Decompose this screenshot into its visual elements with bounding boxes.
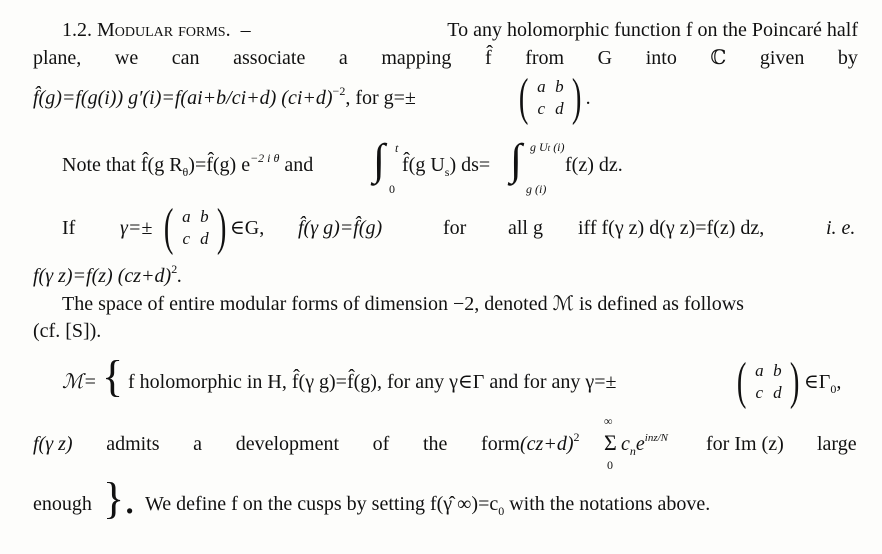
development-form: $(cz+d)^2$ — [520, 430, 580, 455]
space-line1: The space of entire modular forms of dimension −2, denoted ℳ is defined as follows — [62, 293, 744, 315]
section-dash: – — [240, 19, 251, 41]
matrix-entry: a — [537, 77, 546, 96]
large-word: large — [817, 433, 857, 455]
line2-word: f̂ — [484, 47, 492, 69]
integral-sign-2: ∫ — [510, 135, 523, 184]
line2-word: given — [759, 47, 805, 69]
enough-word: enough — [33, 493, 92, 515]
formula1-text: f̂(g)=f(g(i)) g′(i)=f(ai+b/ci+d) (ci+d) — [33, 87, 333, 109]
line2-word: into — [645, 47, 677, 69]
section-number: 1.2. — [62, 19, 92, 41]
line2-word: mapping — [381, 47, 452, 69]
integral1-lower-limit: 0 — [389, 182, 395, 196]
line2-word: can — [171, 47, 200, 69]
admits-word: f(γ z) — [33, 433, 73, 455]
in-g: ∈G, — [230, 217, 265, 239]
section-heading-line — [62, 20, 858, 40]
line2-word: from — [525, 47, 565, 69]
line2-word: G — [597, 47, 613, 69]
line2-word: we — [114, 47, 139, 69]
note-line — [62, 151, 314, 179]
def-lhs: ℳ= — [62, 371, 97, 393]
if-word: If — [62, 217, 76, 239]
matrix-abcd-3: ( a b c d ) — [736, 353, 800, 410]
matrix-entry: b — [555, 77, 564, 96]
space-line2: (cf. [S]). — [33, 320, 102, 342]
series-term: $c_ne^{inz/N}$ — [621, 432, 669, 458]
sum-sign: Σ — [604, 430, 617, 455]
integral2-body: f(z) dz. — [565, 154, 623, 176]
integrand1: f̂(g U — [402, 154, 445, 176]
formula1-exponent: −2 — [332, 84, 346, 98]
admits-word: of — [372, 433, 390, 455]
integral2-upper-limit: g Ut (i) — [530, 140, 565, 154]
sum-upper: ∞ — [604, 414, 613, 428]
def-body: f holomorphic in H, f̂(γ g)=f̂(g), for any γ∈Γ and for any γ=± — [128, 371, 617, 393]
note-exponent: −2 i θ — [250, 151, 280, 165]
note-and: and — [279, 154, 314, 176]
iff-condition: iff f(γ z) d(γ z)=f(z) dz, — [578, 217, 765, 239]
integrand1-tail: ) ds= — [449, 154, 491, 176]
admits-word: form — [481, 433, 520, 455]
admits-word: a — [193, 433, 203, 455]
transformation-law: f(γ z)=f(z) $(cz+d)^2$. — [33, 262, 183, 287]
admits-word: the — [422, 433, 448, 455]
brace-open: { — [102, 352, 124, 401]
sum-lower: 0 — [607, 458, 613, 472]
line2-word: ℂ — [710, 47, 727, 69]
note-text-b: )=f̂(g) e — [188, 154, 251, 176]
matrix-entry: d — [200, 229, 209, 248]
section-title: Modular forms. — [97, 19, 231, 41]
formula1-tail: , for g=± — [345, 87, 416, 109]
line2-word: plane, — [33, 47, 82, 69]
for-im-z: for Im (z) — [706, 433, 784, 455]
ie-abbrev: i. e. — [826, 217, 856, 239]
gamma-pm: γ=± — [120, 217, 153, 239]
section-line2 — [33, 48, 858, 68]
matrix-entry: a — [755, 361, 764, 380]
note-sub-theta: θ — [182, 165, 189, 179]
matrix-abcd-2: ( a b c d ) — [163, 199, 227, 256]
note-text-a: Note that f̂(g R — [62, 154, 183, 176]
integrand1-sub: s — [444, 165, 450, 179]
admits-line — [33, 434, 520, 454]
matrix-entry: c — [537, 99, 546, 118]
matrix-entry: d — [773, 383, 782, 402]
matrix-entry: b — [773, 361, 782, 380]
integral1-upper-limit: t — [395, 141, 399, 155]
line2-word: a — [338, 47, 348, 69]
section-line1-text: To any holomorphic function f on the Poincaré half — [447, 19, 858, 41]
formula-f-hat-definition — [33, 84, 416, 109]
for-word: for — [443, 217, 467, 239]
last-sentence: We define f on the cusps by setting f(γ̂ $\infty)=c_0$ with the notations above. — [145, 493, 711, 518]
line2-word: by — [837, 47, 858, 69]
matrix-entry: c — [182, 229, 191, 248]
matrix-entry: a — [182, 207, 191, 226]
integral-sign-1: ∫ — [373, 135, 386, 184]
matrix-entry: c — [755, 383, 764, 402]
matrix-entry: d — [555, 99, 564, 118]
line2-word: associate — [233, 47, 306, 69]
integral2-lower-limit: g (i) — [526, 182, 547, 196]
admits-word: development — [235, 433, 340, 455]
matrix-abcd-1: ( a b c d ) . — [518, 69, 591, 126]
admits-word: admits — [106, 433, 160, 455]
f-hat-invariance: f̂(γ g)=f̂(g) — [298, 217, 383, 239]
matrix-entry: b — [200, 207, 209, 226]
def-tail: $\in\Gamma_0$, — [804, 371, 842, 396]
all-g: all g — [508, 217, 543, 239]
integral1-body — [402, 154, 491, 179]
brace-close: }. — [103, 474, 136, 523]
